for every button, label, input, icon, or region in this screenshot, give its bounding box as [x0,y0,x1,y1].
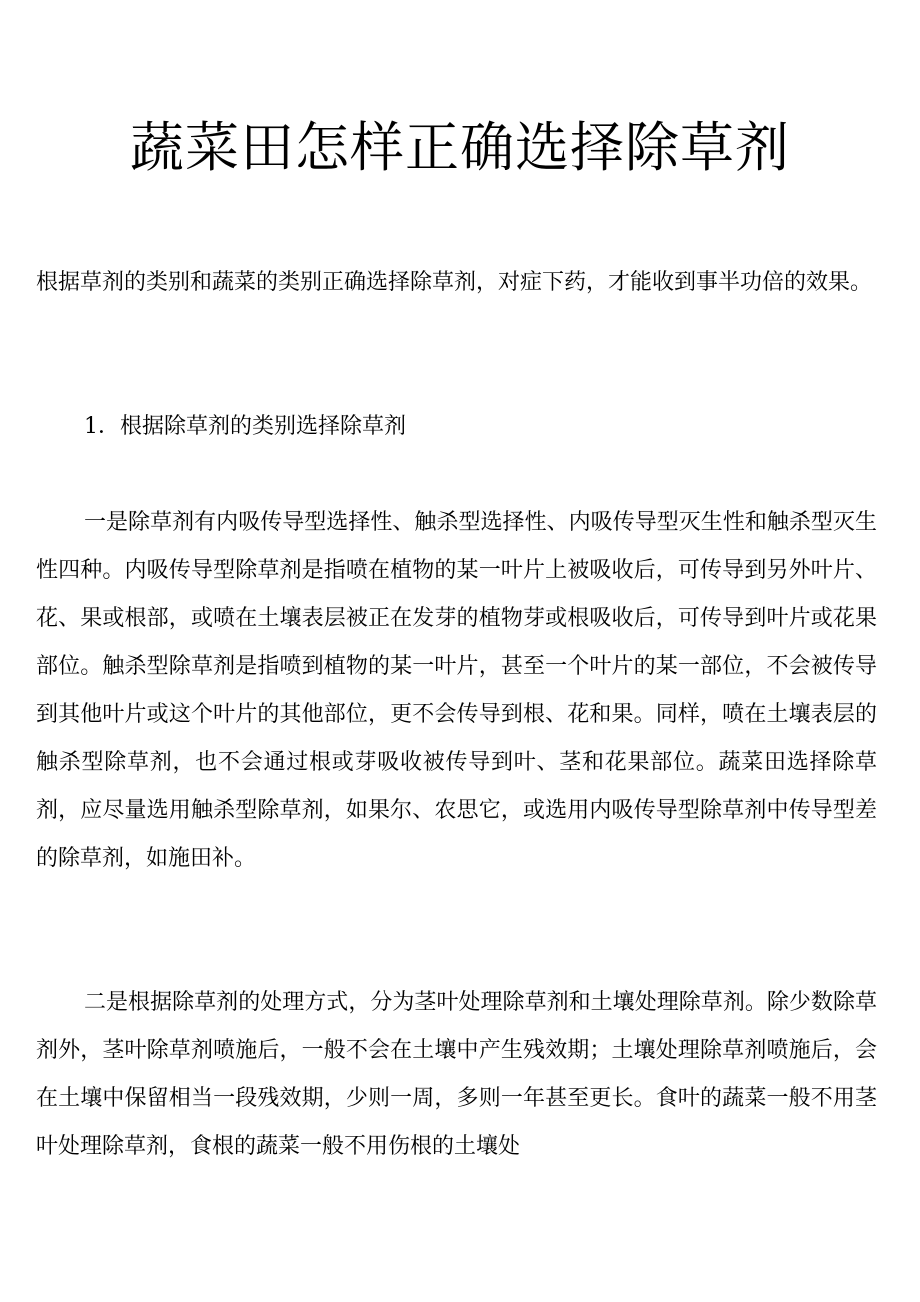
intro-paragraph: 根据草剂的类别和蔬菜的类别正确选择除草剂，对症下药，才能收到事半功倍的效果。 [36,270,873,295]
body-paragraph-point-two: 二是根据除草剂的处理方式，分为茎叶处理除草剂和土壤处理除草剂。除少数除草剂外，茎叶除草剂喷施后，一般不会在土壤中产生残效期；土壤处理除草剂喷施后，会在土壤中保留相当一段残效期，少则一周，多则一年甚至更长。食叶的蔬菜一般不用茎叶处理除草剂，食根的蔬菜一般不用伤根的土壤处 [36,990,877,1159]
body-paragraph-point-one: 一是除草剂有内吸传导型选择性、触杀型选择性、内吸传导型灭生性和触杀型灭生性四种。内吸传导型除草剂是指喷在植物的某一叶片上被吸收后，可传导到另外叶片、花、果或根部，或喷在土壤表层被正在发芽的植物芽或根吸收后，可传导到叶片或花果部位。触杀型除草剂是指喷到植物的某一叶片，甚至一个叶片的某一部位，不会被传导到其他叶片或这个叶片的其他部位，更不会传导到根、花和果。同样，喷在土壤表层的触杀型除草剂，也不会通过根或芽吸收被传导到叶、茎和花果部位。蔬菜田选择除草剂，应尽量选用触杀型除草剂，如果尔、农思它，或选用内吸传导型除草剂中传导型差的除草剂，如施田补。 [36,510,877,871]
page-title: 蔬菜田怎样正确选择除草剂 [130,116,790,179]
section-heading: 1．根据除草剂的类别选择除草剂 [84,414,406,439]
